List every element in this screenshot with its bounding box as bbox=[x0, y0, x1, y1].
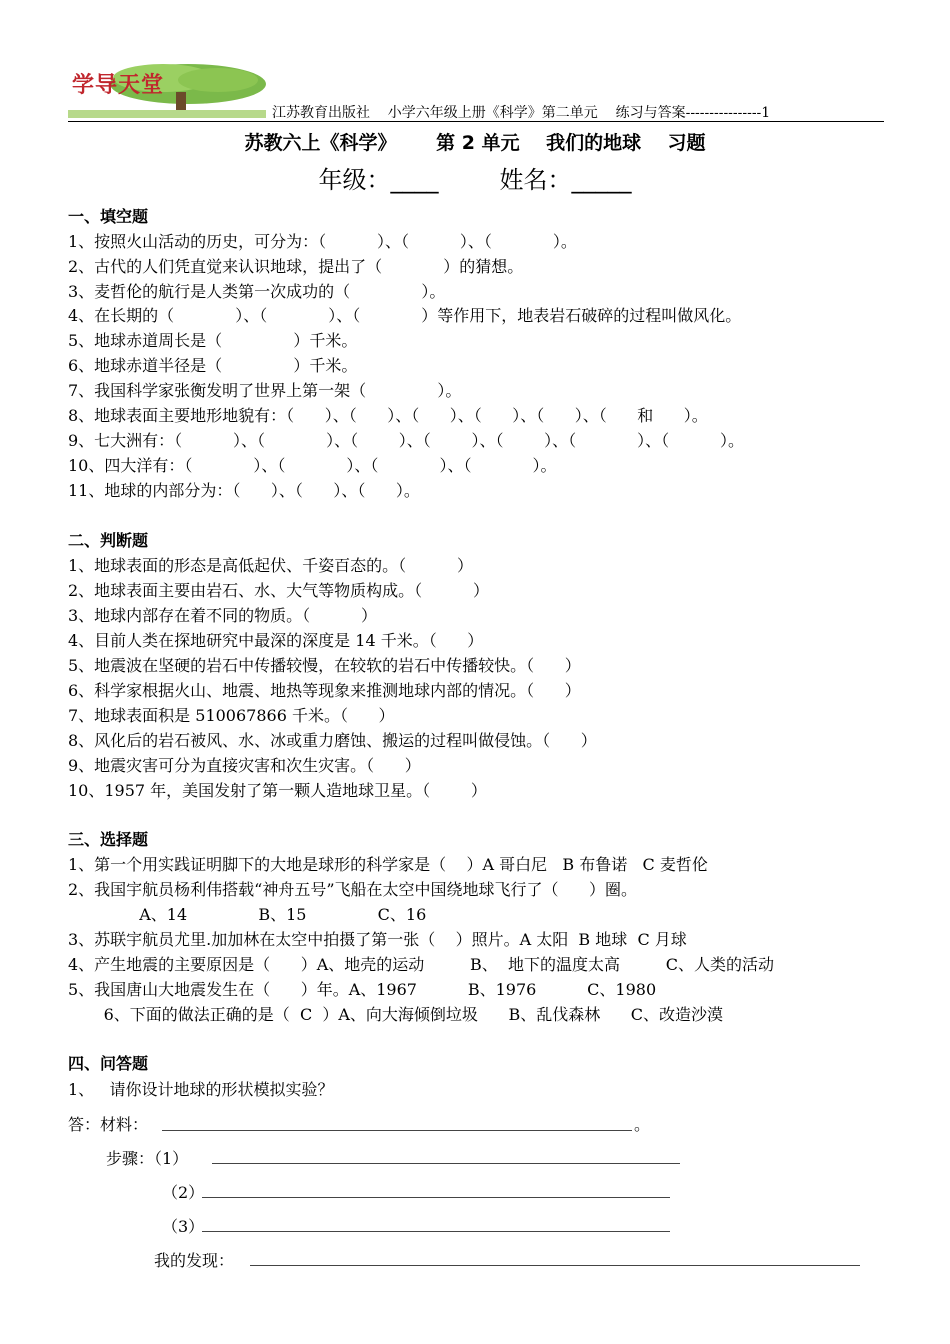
question-item: 6、科学家根据火山、地震、地热等现象来推测地球内部的情况。（ ） bbox=[68, 681, 581, 700]
question-item: 1、地球表面的形态是高低起伏、千姿百态的。（ ） bbox=[68, 556, 474, 575]
choice-options: A、14 B、15 C、16 bbox=[68, 905, 427, 924]
grade-name-line: 年级：____ 姓名：_____ bbox=[318, 166, 632, 194]
section-heading-judge: 二、判断题 bbox=[68, 531, 149, 550]
question-item: 6、下面的做法正确的是（ C ）A、向大海倾倒垃圾 B、乱伐森林 C、改造沙漠 bbox=[68, 1005, 723, 1024]
question-item: 10、四大洋有：（ ）、（ ）、（ ）、（ ）。 bbox=[68, 456, 557, 475]
step-3-answer-line[interactable] bbox=[202, 1231, 670, 1232]
question-item: 11、地球的内部分为：（ ）、（ ）、（ ）。 bbox=[68, 481, 420, 500]
question-item: 5、地球赤道周长是（ ）千米。 bbox=[68, 331, 358, 350]
question-item: 3、地球内部存在着不同的物质。（ ） bbox=[68, 606, 378, 625]
answer-materials-label: 答：材料： bbox=[68, 1115, 149, 1134]
materials-answer-line[interactable] bbox=[162, 1130, 632, 1131]
question-item: 2、我国宇航员杨利伟搭载“神舟五号”飞船在太空中国绕地球飞行了（ ）圈。 bbox=[68, 880, 638, 899]
question-item: 1、按照火山活动的历史，可分为：（ ）、（ ）、（ ）。 bbox=[68, 232, 577, 251]
finding-label: 我的发现： bbox=[154, 1251, 235, 1270]
question-item: 9、地震灾害可分为直接灾害和次生灾害。（ ） bbox=[68, 756, 421, 775]
question-item: 2、地球表面主要由岩石、水、大气等物质构成。（ ） bbox=[68, 581, 490, 600]
question-item: 8、地球表面主要地形地貌有：（ ）、（ ）、（ ）、（ ）、（ ）、（ 和 ）。 bbox=[68, 406, 708, 425]
section-heading-choice: 三、选择题 bbox=[68, 830, 149, 849]
section-heading-fill: 一、填空题 bbox=[68, 207, 149, 226]
logo bbox=[68, 62, 266, 118]
question-item: 5、我国唐山大地震发生在（ ）年。A、1967 B、1976 C、1980 bbox=[68, 980, 657, 999]
question-item: 7、我国科学家张衡发明了世界上第一架（ ）。 bbox=[68, 381, 462, 400]
step-3-label: （3） bbox=[162, 1217, 205, 1236]
step-2-answer-line[interactable] bbox=[202, 1197, 670, 1198]
question-item: 1、 请你设计地球的形状模拟实验？ bbox=[68, 1080, 334, 1099]
question-item: 5、地震波在坚硬的岩石中传播较慢，在较软的岩石中传播较快。（ ） bbox=[68, 656, 581, 675]
section-heading-qa: 四、问答题 bbox=[68, 1054, 149, 1073]
question-item: 4、在长期的（ ）、（ ）、（ ）等作用下，地表岩石破碎的过程叫做风化。 bbox=[68, 306, 742, 325]
question-item: 6、地球赤道半径是（ ）千米。 bbox=[68, 356, 358, 375]
question-item: 1、第一个用实践证明脚下的大地是球形的科学家是（ ）A 哥白尼 B 布鲁诺 C 麦哲伦 bbox=[68, 855, 708, 874]
header-divider bbox=[68, 121, 884, 122]
answer-end-mark: 。 bbox=[634, 1115, 651, 1134]
step-1-answer-line[interactable] bbox=[212, 1163, 680, 1164]
logo-text: 学导天堂 bbox=[72, 72, 165, 98]
question-item: 3、苏联宇航员尤里.加加林在太空中拍摄了第一张（ ）照片。A 太阳 B 地球 C 月球 bbox=[68, 930, 687, 949]
question-item: 4、产生地震的主要原因是（ ）A、地壳的运动 B、 地下的温度太高 C、人类的活动 bbox=[68, 955, 774, 974]
page-title: 苏教六上《科学》 第 2 单元 我们的地球 习题 bbox=[244, 132, 706, 154]
question-item: 7、地球表面积是 510067866 千米。（ ） bbox=[68, 706, 395, 725]
header-text: 江苏教育出版社 小学六年级上册《科学》第二单元 练习与答案----------------1 bbox=[272, 105, 771, 121]
steps-label: 步骤：（1） bbox=[106, 1149, 189, 1168]
question-item: 8、风化后的岩石被风、水、冰或重力磨蚀、搬运的过程叫做侵蚀。（ ） bbox=[68, 731, 597, 750]
question-item: 4、目前人类在探地研究中最深的深度是 14 千米。（ ） bbox=[68, 631, 484, 650]
step-2-label: （2） bbox=[162, 1183, 205, 1202]
question-item: 10、1957 年，美国发射了第一颗人造地球卫星。（ ） bbox=[68, 781, 487, 800]
question-item: 9、七大洲有：（ ）、（ ）、（ ）、（ ）、（ ）、（ ）、（ ）。 bbox=[68, 431, 745, 450]
finding-answer-line[interactable] bbox=[250, 1265, 860, 1266]
question-item: 3、麦哲伦的航行是人类第一次成功的（ ）。 bbox=[68, 282, 446, 301]
question-item: 2、古代的人们凭直觉来认识地球，提出了（ ）的猜想。 bbox=[68, 257, 524, 276]
